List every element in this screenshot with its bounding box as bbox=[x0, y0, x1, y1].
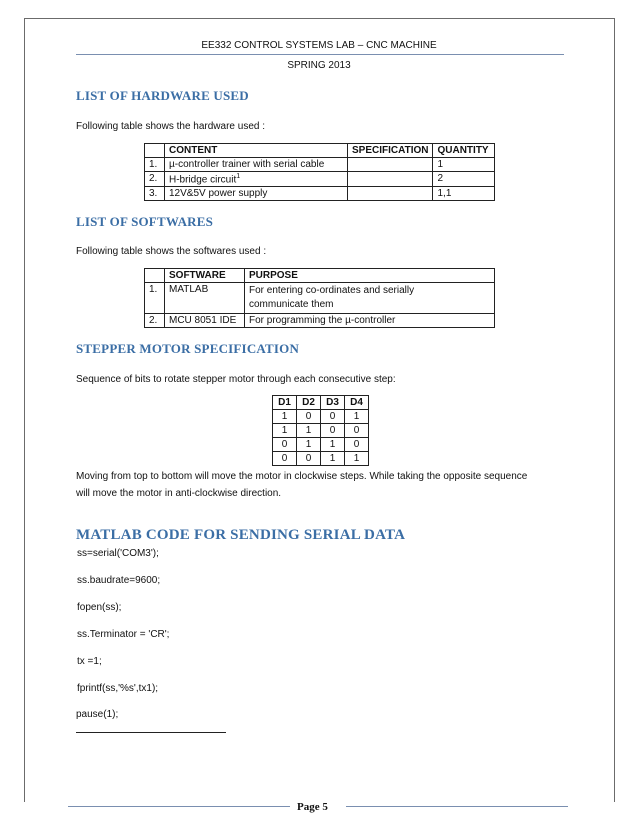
bit-cell: 1 bbox=[345, 452, 369, 466]
software-intro: Following table shows the softwares used : bbox=[76, 246, 267, 257]
page-number: Page 5 bbox=[297, 801, 328, 813]
row-number: 1. bbox=[145, 283, 165, 314]
content-cell: µ-controller trainer with serial cable bbox=[165, 158, 348, 172]
code-line: ss.Terminator = 'CR'; bbox=[77, 629, 170, 640]
software-cell: MCU 8051 IDE bbox=[165, 314, 245, 328]
table-header-row bbox=[145, 144, 495, 158]
table-header-row bbox=[145, 269, 495, 283]
hardware-table bbox=[144, 143, 495, 201]
code-line: pause(1); bbox=[76, 709, 119, 720]
header-title: EE332 CONTROL SYSTEMS LAB – CNC MACHINE bbox=[201, 40, 437, 51]
purpose-cell bbox=[245, 283, 495, 314]
table-header-cell: D2 bbox=[297, 396, 321, 410]
table-row bbox=[273, 410, 369, 424]
table-row bbox=[273, 452, 369, 466]
purpose-cell bbox=[245, 314, 495, 328]
software-table bbox=[144, 268, 495, 328]
hardware-heading: LIST OF HARDWARE USED bbox=[76, 88, 249, 103]
table-header-cell: QUANTITY bbox=[433, 144, 495, 158]
spec-cell bbox=[348, 158, 433, 172]
quantity-cell: 2 bbox=[433, 172, 495, 187]
purpose-line: communicate them bbox=[249, 299, 334, 310]
table-header-cell: PURPOSE bbox=[245, 269, 495, 283]
table-header-cell: D1 bbox=[273, 396, 297, 410]
stepper-heading: STEPPER MOTOR SPECIFICATION bbox=[76, 341, 300, 356]
row-number: 3. bbox=[145, 187, 165, 201]
spec-cell bbox=[348, 172, 433, 187]
bit-cell: 0 bbox=[321, 410, 345, 424]
stepper-intro: Sequence of bits to rotate stepper motor through each consecutive step: bbox=[76, 374, 396, 385]
content-cell: 12V&5V power supply bbox=[165, 187, 348, 201]
footnote-marker[interactable]: 1 bbox=[236, 173, 241, 180]
software-cell: MATLAB bbox=[165, 283, 245, 314]
table-row bbox=[145, 158, 495, 172]
table-header-row bbox=[273, 396, 369, 410]
bit-cell: 0 bbox=[297, 410, 321, 424]
table-row bbox=[273, 424, 369, 438]
table-header-cell bbox=[145, 269, 165, 283]
table-header-cell: SOFTWARE bbox=[165, 269, 245, 283]
bit-cell: 0 bbox=[273, 438, 297, 452]
row-number: 2. bbox=[145, 314, 165, 328]
code-line: tx =1; bbox=[77, 656, 102, 667]
table-row bbox=[145, 283, 495, 314]
hardware-intro: Following table shows the hardware used : bbox=[76, 121, 265, 132]
code-line: fopen(ss); bbox=[77, 602, 122, 613]
bit-cell: 1 bbox=[297, 424, 321, 438]
spec-cell bbox=[348, 187, 433, 201]
bit-cell: 1 bbox=[321, 438, 345, 452]
table-row bbox=[145, 172, 495, 187]
bit-cell: 1 bbox=[321, 452, 345, 466]
table-row bbox=[273, 438, 369, 452]
code-line: fprintf(ss,'%s',tx1); bbox=[77, 683, 159, 694]
footer-divider-left bbox=[68, 806, 290, 807]
purpose-line: For entering co-ordinates and serially bbox=[249, 285, 415, 296]
footnote-separator bbox=[76, 732, 226, 733]
header-term: SPRING 2013 bbox=[287, 60, 351, 71]
content-cell: H-bridge circuit$^1$ bbox=[165, 172, 348, 187]
bit-cell: 1 bbox=[273, 424, 297, 438]
table-header-cell: D4 bbox=[345, 396, 369, 410]
table-row bbox=[145, 314, 495, 328]
stepper-note bbox=[76, 468, 576, 502]
bit-cell: 0 bbox=[345, 424, 369, 438]
quantity-cell: 1,1 bbox=[433, 187, 495, 201]
bit-cell: 0 bbox=[345, 438, 369, 452]
footer-divider-right bbox=[346, 806, 568, 807]
note-line: will move the motor in anti-clockwise direction. bbox=[76, 488, 282, 499]
bit-cell: 1 bbox=[297, 438, 321, 452]
code-line: ss=serial('COM3'); bbox=[77, 548, 159, 559]
note-line: Moving from top to bottom will move the motor in clockwise steps. While taking the opposite sequence bbox=[76, 471, 528, 482]
bit-cell: 1 bbox=[345, 410, 369, 424]
matlab-heading: MATLAB CODE FOR SENDING SERIAL DATA bbox=[76, 527, 406, 543]
bit-cell: 0 bbox=[321, 424, 345, 438]
quantity-cell: 1 bbox=[433, 158, 495, 172]
table-header-cell: D3 bbox=[321, 396, 345, 410]
table-header-cell: SPECIFICATION bbox=[348, 144, 433, 158]
row-number: 1. bbox=[145, 158, 165, 172]
software-heading: LIST OF SOFTWARES bbox=[76, 214, 214, 229]
purpose-line: For programming the µ-controller bbox=[249, 315, 396, 326]
bit-cell: 0 bbox=[273, 452, 297, 466]
code-line: ss.baudrate=9600; bbox=[77, 575, 161, 586]
table-row bbox=[145, 187, 495, 201]
header-divider bbox=[76, 54, 564, 55]
bit-cell: 1 bbox=[273, 410, 297, 424]
stepper-table bbox=[272, 395, 369, 466]
table-header-cell bbox=[145, 144, 165, 158]
row-number: 2. bbox=[145, 172, 165, 187]
bit-cell: 0 bbox=[297, 452, 321, 466]
table-header-cell: CONTENT bbox=[165, 144, 348, 158]
